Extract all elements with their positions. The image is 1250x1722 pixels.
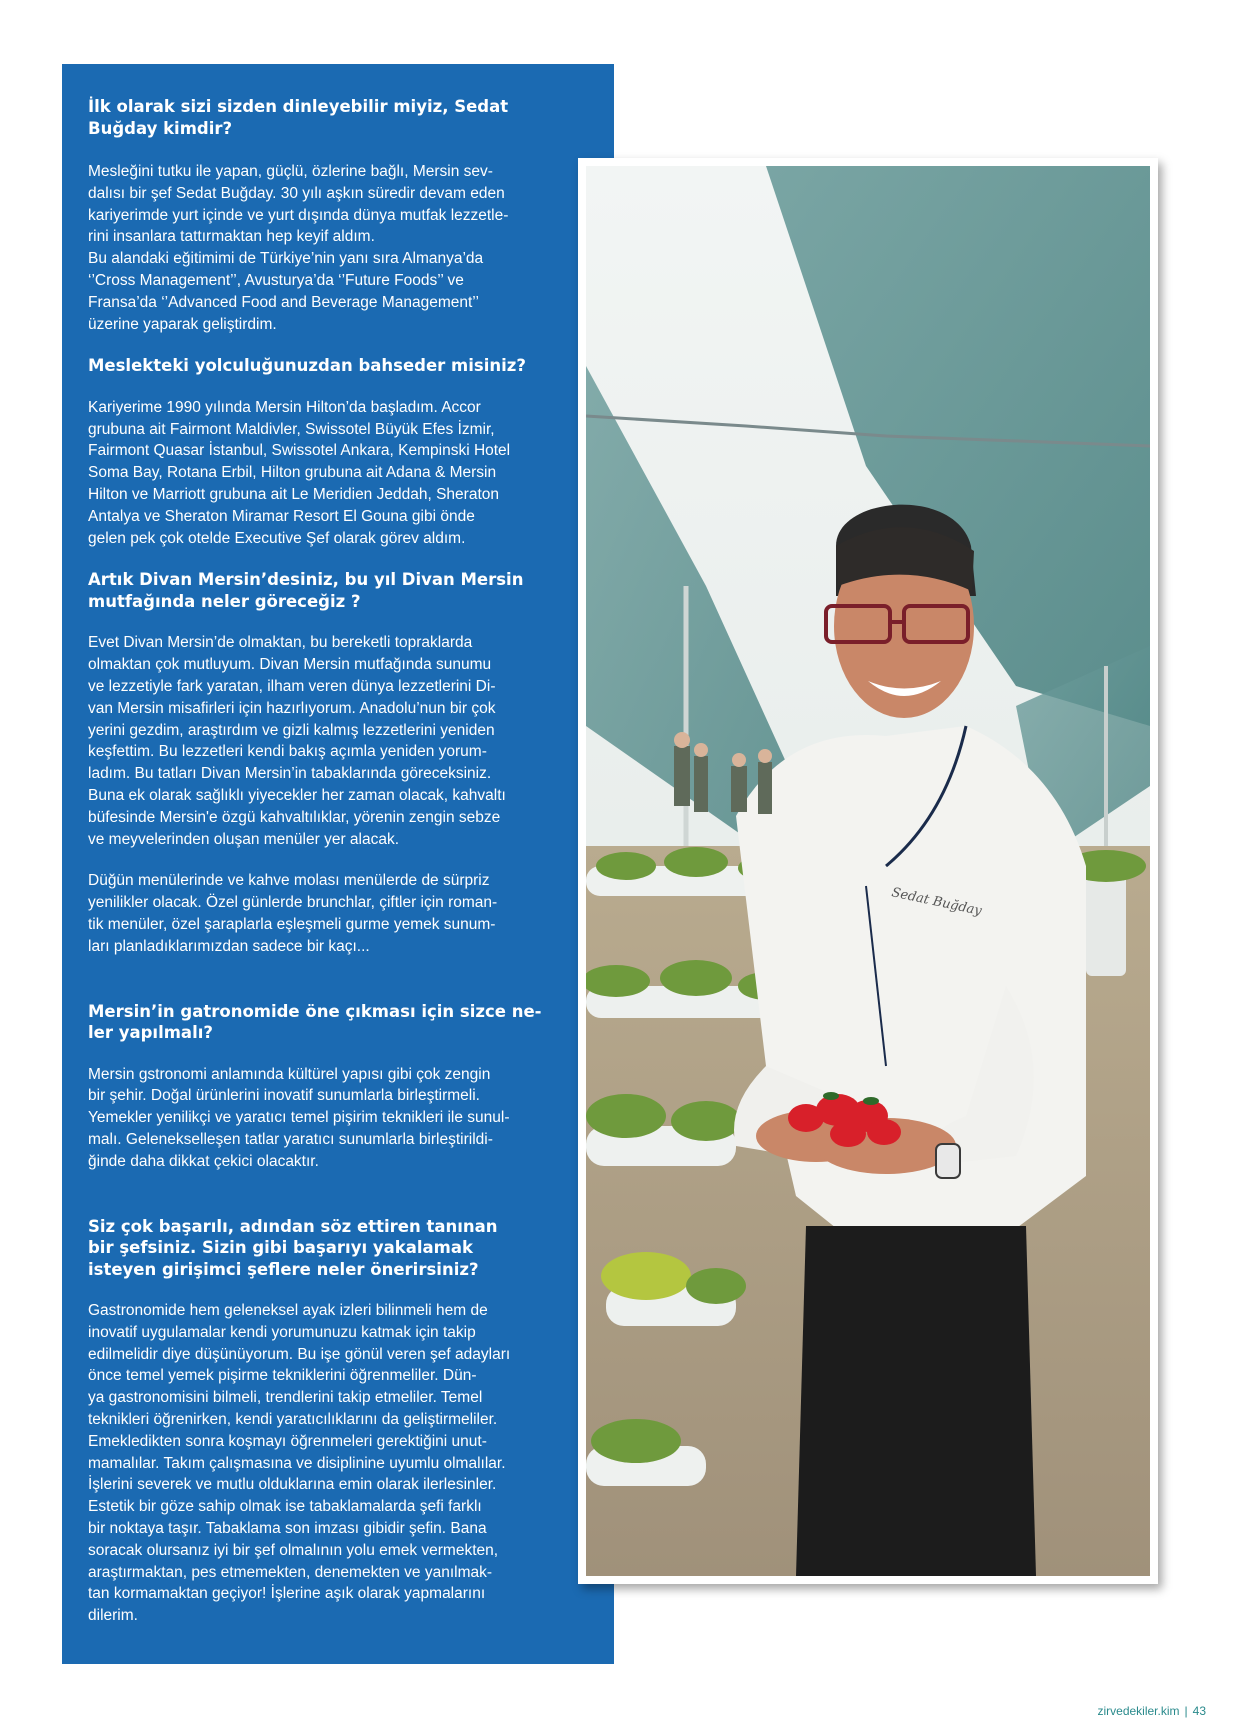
answer-2: Kariyerime 1990 yılında Mersin Hilton’da başladım. Accor grubuna ait Fairmont Maldivler, Swissotel Büyük Efes İzmir, Fairmont Quasar İstanbul, Swissotel Ankara, Kempinski Hotel Soma Bay, Rotana Erbil, Hilton grubuna ait Adana & Mersin Hilton ve Marriott grubuna ait Le Meridien Jeddah, Sheraton Antalya ve Sheraton Miramar Resort El Gouna gibi önde gelen pek çok otelde Executive Şef olarak görev aldım. xyxy=(88,398,511,547)
answer-1: Mesleğini tutku ile yapan, güçlü, özlerine bağlı, Mersin sev- dalısı bir şef Sedat Buğday. 30 yılı aşkın süredir devam eden kariyerimde yurt içinde ve yurt dışında dünya mutfak lezzetle- rini insanlara tattırmaktan hep keyif aldım. Bu alandaki eğitimimi de Türkiye’nin yanı sıra Almanya’da ‘’Cross Management’’, Avusturya’da ‘’Future Foods’’ ve Fransa’da ‘’Advanced Food and Beverage Management’’ üzerine yaparak geliştirdim. xyxy=(88,163,509,333)
page-footer xyxy=(1097,1704,1206,1718)
question-2: Meslekteki yolculuğunuzdan bahseder misiniz? xyxy=(88,356,526,376)
answer-5: Gastronomide hem geleneksel ayak izleri bilinmeli hem de inovatif uygulamalar kendi yorumunuzu katmak için takip edilmelidir diye düşünüyorum. Bu işe gönül veren şef adayları önce temel yemek pişirme tekniklerini öğrenmeliler. Dün- ya gastronomisini bilmeli, trendlerini takip etmeliler. Temel teknikleri öğrenirken, kendi yaratıcılıklarını da geliştirmeliler. Emekledikten sonra koşmayı öğrenmeleri gerektiğini unut- mamalılar. Takım çalışmasına ve disiplinine uyumlu olmalılar. İşlerini severek ve mutlu olduklarına emin olarak ilerlesinler. Estetik bir göze sahip olmak ise tabaklamalarda şefi farklı bir noktaya taşır. Tabaklama son imzası gibidir şefin. Bana soracak olursanız iyi bir şef olmalının yolu emek vermekten, araştırmaktan, pes etmemekten, denemekten ve yanılmak- tan kormamaktan geçiyor! İşlerine aşık olarak yapmalarını dilerim. xyxy=(88,1302,511,1625)
page-number: 43 xyxy=(1192,1704,1206,1718)
interview-text xyxy=(88,96,548,1627)
answer-3: Evet Divan Mersin’de olmaktan, bu bereketli topraklarda olmaktan çok mutluyum. Divan Mersin mutfağında sunumu ve lezzetiyle fark yaratan, ilham veren dünya lezzetlerini Di- van Mersin misafirleri için hazırlıyorum. Anadolu’nun bir çok yerini gezdim, araştırdım ve gizli kalmış lezzetlerini yeniden keşfettim. Bu lezzetleri kendi bakış açımla yeniden yorum- ladım. Bu tatları Divan Mersin’in tabaklarında göreceksiniz. Buna ek olarak sağlıklı yiyecekler her zaman olacak, kahvaltı büfesinde Mersin'e özgü kahvaltılıklar, yörenin zengin sebze ve meyvelerinden oluşan menüler yer alacak. xyxy=(88,634,506,848)
footer-separator: | xyxy=(1184,1704,1188,1718)
jacket-embroidery: Sedat Buğday xyxy=(890,885,983,919)
question-3: Artık Divan Mersin’desiniz, bu yıl Divan Mersin mutfağında neler göreceğiz ? xyxy=(88,570,524,611)
answer-4: Mersin gstronomi anlamında kültürel yapısı gibi çok zengin bir şehir. Doğal ürünlerini inovatif sunumlarla birleştirmeli. Yemekler yenilikçi ve yaratıcı temel pişirim teknikleri ile sunul- malı. Gelenekselleşen tatlar yaratıcı sunumlarla birleştirildi- ğinde daha dikkat çekici olacaktır. xyxy=(88,1065,510,1170)
question-4: Mersin’in gatronomide öne çıkması için sizce ne- ler yapılmalı? xyxy=(88,1001,542,1043)
chef-photo xyxy=(586,166,1150,1576)
question-5: Siz çok başarılı, adından söz ettiren tanınan bir şefsiniz. Sizin gibi başarıyı yakalamak isteyen girişimci şeflere neler önerirsiniz? xyxy=(88,1216,498,1279)
question-1: İlk olarak sizi sizden dinleyebilir miyiz, Sedat Buğday kimdir? xyxy=(88,97,509,138)
chef-photo-frame xyxy=(578,158,1158,1584)
answer-3-continued: Düğün menülerinde ve kahve molası menülerde de sürpriz yenilikler olacak. Özel günlerde brunchlar, çiftler için roman- tik menüler, özel şaraplarla eşleşmeli gurme yemek sunum- ları planladıklarımızdan sadece bir kaçı... xyxy=(88,872,498,955)
footer-site[interactable]: zirvedekiler.kim xyxy=(1097,1704,1180,1718)
